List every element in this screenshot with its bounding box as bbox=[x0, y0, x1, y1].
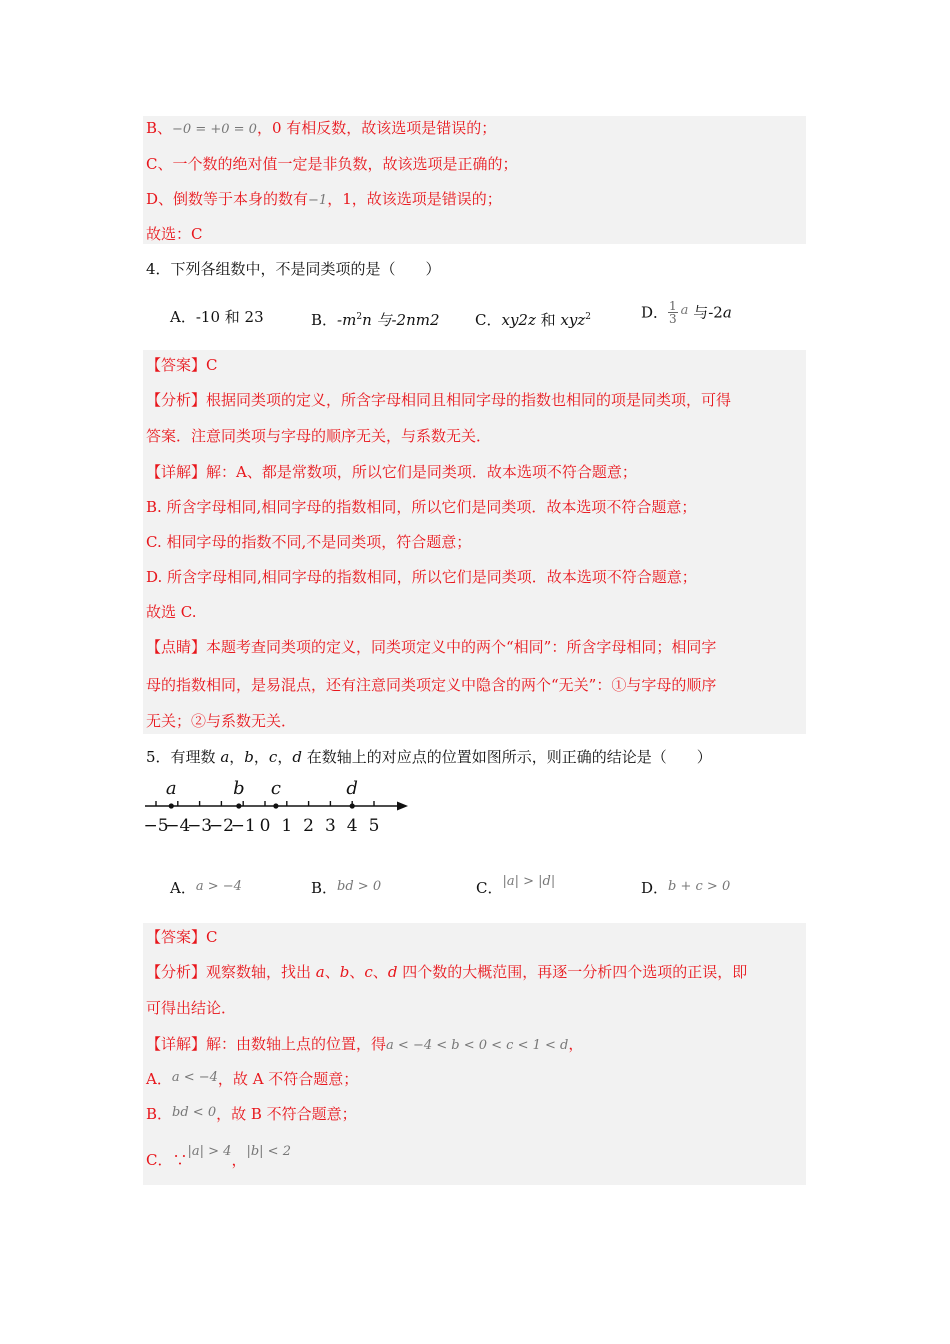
q4-detail-b: B. 所含字母相同,相同字母的指数相同，所以它们是同类项．故本选项不符合题意； bbox=[146, 498, 697, 516]
q5-detail-c: C．∵|a| > 4，|b| < 2 bbox=[146, 1144, 291, 1169]
q5-question: 5．有理数 a，b，c，d 在数轴上的对应点的位置如图所示，则正确的结论是（ ） bbox=[146, 748, 712, 766]
number-line-tick-label: 0 bbox=[259, 816, 271, 836]
q4-answer: 【答案】C bbox=[146, 356, 218, 374]
q3-conclusion: 故选：C bbox=[146, 225, 203, 243]
number-line-point-a bbox=[169, 803, 174, 808]
number-line-tick-label: 1 bbox=[281, 816, 293, 836]
number-line-point-d bbox=[350, 803, 355, 808]
number-line-point-b bbox=[236, 803, 241, 808]
number-line bbox=[140, 775, 420, 837]
q3-line-b: B、−0 = +0 = 0，0 有相反数，故该选项是错误的； bbox=[146, 119, 497, 137]
q5-detail: 【详解】解：由数轴上点的位置，得a < −4 < b < 0 < c < 1 < d， bbox=[146, 1035, 584, 1053]
q4-conclusion: 故选 C. bbox=[146, 603, 197, 621]
number-line-point-label-a: a bbox=[165, 778, 177, 799]
number-line-point-c bbox=[273, 803, 278, 808]
number-line-tick-label: 5 bbox=[368, 816, 380, 836]
q4-comment-2: 母的指数相同，是易混点，还有注意同类项定义中隐含的两个“无关”：①与字母的顺序 bbox=[146, 676, 717, 694]
q4-comment-3: 无关；②与系数无关． bbox=[146, 712, 297, 730]
q5-answer: 【答案】C bbox=[146, 928, 218, 946]
number-line-point-label-d: d bbox=[346, 778, 358, 799]
q4-detail: 【详解】解：A、都是常数项，所以它们是同类项．故本选项不符合题意； bbox=[146, 463, 637, 481]
q4-question: 4．下列各组数中，不是同类项的是（ ） bbox=[146, 260, 441, 278]
q5-analysis-2: 可得出结论． bbox=[146, 999, 237, 1017]
q5-detail-a: A．a < −4，故 A 不符合题意； bbox=[146, 1070, 359, 1088]
fraction-one-third: $\frac{1}{3}$ bbox=[669, 299, 677, 326]
number-line-tick-label: −3 bbox=[187, 816, 213, 836]
q4-comment: 【点睛】本题考查同类项的定义，同类项定义中的两个“相同”：所含字母相同；相同字 bbox=[146, 638, 717, 656]
q4-option-d: D． $\frac{1}{3}$ a 与-2a bbox=[641, 299, 732, 326]
number-line-tick-label: −2 bbox=[208, 816, 234, 836]
number-line-arrow bbox=[397, 802, 408, 811]
q4-option-c: C．xy2z 和 xyz$^2$ bbox=[475, 311, 591, 329]
q5-option-a: A．a > −4 bbox=[170, 879, 242, 897]
q4-detail-d: D. 所含字母相同,相同字母的指数相同，所以它们是同类项．故本选项不符合题意； bbox=[146, 568, 697, 586]
number-line-point-label-b: b bbox=[233, 778, 245, 799]
number-line-tick-label: −1 bbox=[230, 816, 256, 836]
number-line-point-label-c: c bbox=[270, 778, 281, 799]
q4-option-a: A．-10 和 23 bbox=[170, 308, 264, 326]
q3-line-d: D、倒数等于本身的数有−1，1，故该选项是错误的； bbox=[146, 190, 502, 208]
q4-analysis: 【分析】根据同类项的定义，所含字母相同且相同字母的指数也相同的项是同类项，可得 bbox=[146, 391, 732, 409]
number-line-tick-label: 2 bbox=[303, 816, 315, 836]
q3-line-c: C、一个数的绝对值一定是非负数，故该选项是正确的； bbox=[146, 155, 518, 173]
number-line-tick-label: −4 bbox=[165, 816, 191, 836]
q5-option-d: D．b + c > 0 bbox=[641, 879, 731, 897]
q5-option-c: C．|a| > |d| bbox=[476, 874, 556, 897]
q4-option-b: B．$-m^2n$ 与-2nm2 bbox=[311, 311, 440, 329]
q4-analysis-2: 答案．注意同类项与字母的顺序无关，与系数无关． bbox=[146, 427, 492, 445]
q5-option-b: B．bd > 0 bbox=[311, 879, 382, 897]
number-line-tick-label: 3 bbox=[324, 816, 336, 836]
q5-detail-b: B．bd < 0，故 B 不符合题意； bbox=[146, 1105, 357, 1123]
q4-detail-c: C. 相同字母的指数不同,不是同类项，符合题意； bbox=[146, 533, 472, 551]
number-line-tick-label: 4 bbox=[346, 816, 358, 836]
number-line-tick-label: −5 bbox=[143, 816, 169, 836]
q5-analysis: 【分析】观察数轴，找出 a、b、c、d 四个数的大概范围，再逐一分析四个选项的正误，即 bbox=[146, 963, 748, 981]
